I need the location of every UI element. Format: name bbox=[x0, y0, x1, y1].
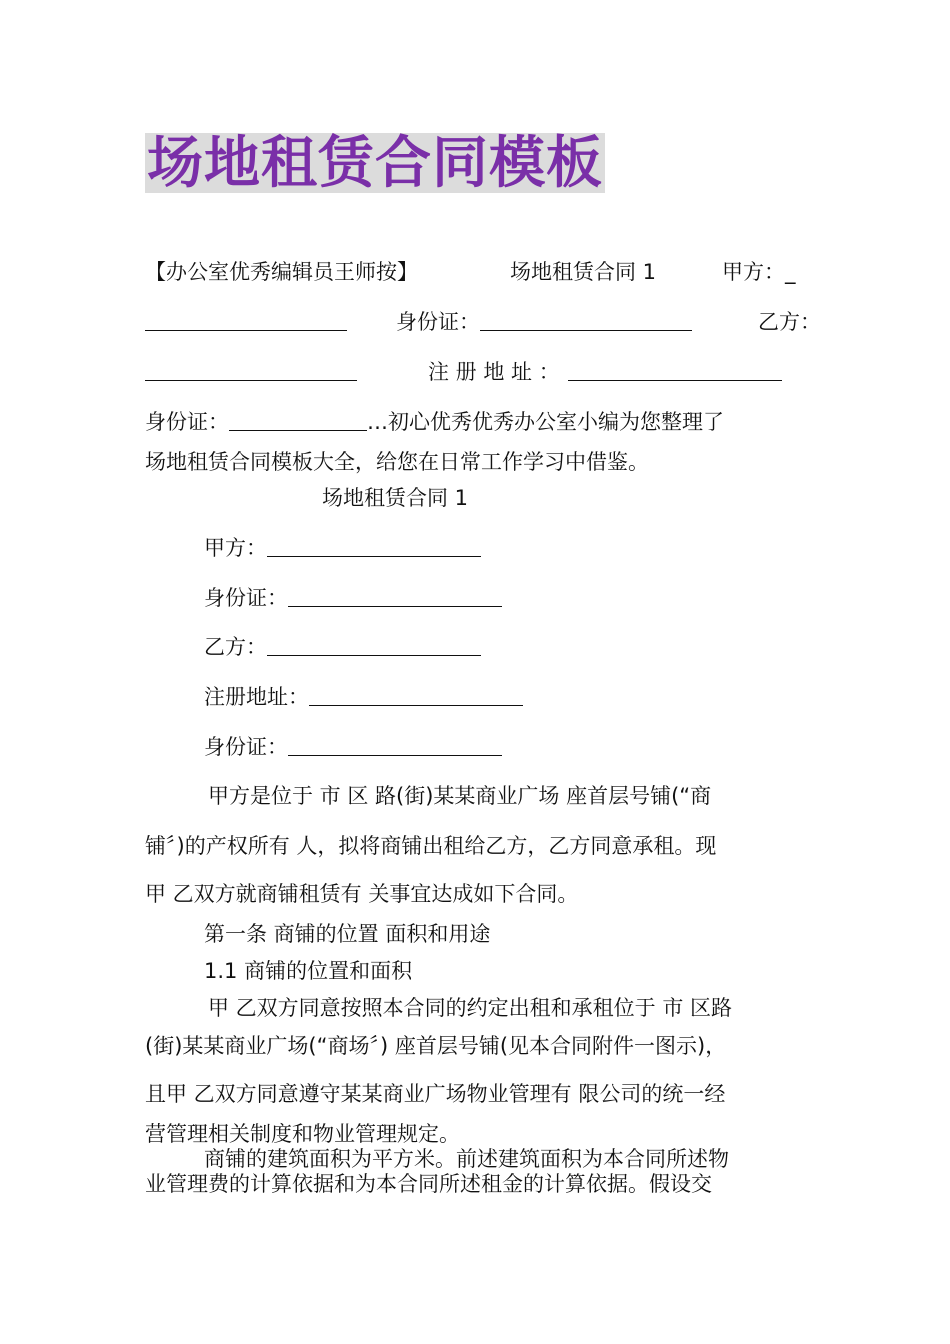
blank-line bbox=[145, 358, 357, 386]
paragraph-1-line-3: 甲 乙双方就商铺租赁有 关事宜达成如下合同。 bbox=[145, 882, 579, 906]
summary-text: …初心优秀优秀办公室小编为您整理了 bbox=[367, 410, 724, 434]
field-label: 身份证： bbox=[204, 586, 288, 610]
contract-heading: 场地租赁合同 1 bbox=[322, 486, 469, 510]
paragraph-1-line-2: 铺〞)的产权所有 人，拟将商铺出租给乙方，乙方同意承租。现 bbox=[145, 834, 717, 858]
paragraph-1-line-1: 甲方是位于 市 区 路(街)某某商业广场 座首层号铺(“商 bbox=[208, 784, 712, 808]
intro-party-b: 乙方： bbox=[758, 310, 821, 334]
paragraph-2-line-1: 甲 乙双方同意按照本合同的约定出租和承租位于 市 区路 bbox=[208, 996, 733, 1020]
paragraph-3-line-2: 业管理费的计算依据和为本合同所述租金的计算依据。假设交 bbox=[145, 1172, 712, 1196]
field-label: 乙方： bbox=[204, 635, 267, 659]
field-label: 甲方： bbox=[204, 536, 267, 560]
field-label: 身份证： bbox=[204, 735, 288, 759]
paragraph-2-line-2: (街)某某商业广场(“商场〞) 座首层号铺(见本合同附件一图示)， bbox=[145, 1034, 727, 1058]
field-party-a bbox=[204, 534, 481, 562]
intro-party-a: 甲方：_ bbox=[722, 260, 796, 284]
intro-contract-ref: 场地租赁合同 1 bbox=[510, 260, 657, 284]
id-label: 身份证： bbox=[396, 310, 480, 334]
intro-tag: 【办公室优秀编辑员王师按】 bbox=[145, 260, 418, 284]
paragraph-3-line-1: 商铺的建筑面积为平方米。前述建筑面积为本合同所述物 bbox=[204, 1147, 729, 1171]
field-label: 注册地址： bbox=[204, 685, 309, 709]
intro-summary-line1 bbox=[145, 408, 724, 436]
field-address bbox=[204, 683, 523, 711]
id-label: 身份证： bbox=[145, 410, 229, 434]
address-label: 注 册 地 址 ： bbox=[428, 360, 560, 384]
field-id-b bbox=[204, 733, 502, 761]
field-party-b bbox=[204, 633, 481, 661]
paragraph-2-line-3: 且甲 乙双方同意遵守某某商业广场物业管理有 限公司的统一经 bbox=[145, 1082, 726, 1106]
section-1-1-heading: 1.1 商铺的位置和面积 bbox=[204, 959, 413, 983]
document-title: 场地租赁合同模板 bbox=[147, 130, 603, 196]
field-id-a bbox=[204, 584, 502, 612]
article-1-heading: 第一条 商铺的位置 面积和用途 bbox=[204, 922, 491, 946]
paragraph-2-line-4: 营管理相关制度和物业管理规定。 bbox=[145, 1122, 460, 1146]
intro-summary-line2: 场地租赁合同模板大全，给您在日常工作学习中借鉴。 bbox=[145, 450, 649, 474]
intro-address-field bbox=[428, 358, 782, 386]
intro-id-field bbox=[396, 308, 692, 336]
blank-line bbox=[145, 308, 347, 336]
